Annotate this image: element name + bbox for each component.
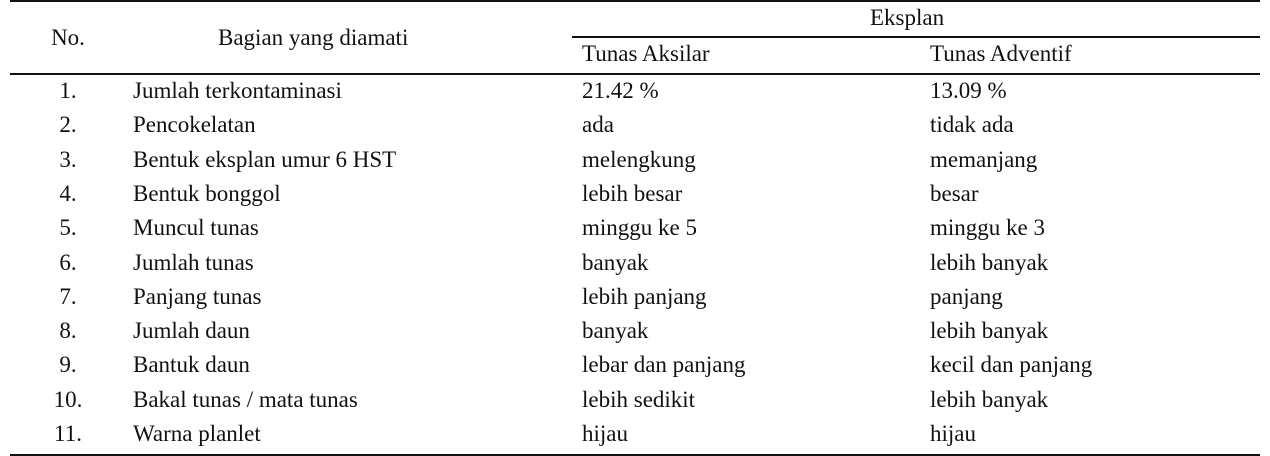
- row-axillary-value: banyak: [582, 249, 649, 275]
- header-bottom-rule: [10, 73, 1260, 75]
- row-adventive-value: lebih banyak: [930, 318, 1049, 344]
- row-part-observed: Jumlah tunas: [133, 249, 254, 275]
- row-part-observed: Bentuk bonggol: [133, 180, 281, 206]
- row-adventive-value: minggu ke 3: [930, 215, 1045, 241]
- row-axillary-value: banyak: [582, 318, 649, 344]
- row-number: 7.: [59, 283, 77, 309]
- row-adventive-value: tidak ada: [930, 112, 1014, 138]
- row-axillary-value: ada: [582, 112, 614, 138]
- header-no: No.: [51, 25, 85, 50]
- row-part-observed: Bentuk eksplan umur 6 HST: [133, 146, 397, 172]
- top-rule: [10, 0, 1260, 2]
- row-axillary-value: lebih besar: [582, 180, 683, 206]
- row-number: 1.: [59, 78, 77, 103]
- header-axillary-shoot: Tunas Aksilar: [582, 41, 710, 66]
- row-axillary-value: melengkung: [582, 146, 696, 172]
- bottom-rule: [10, 454, 1260, 456]
- row-part-observed: Pencokelatan: [133, 112, 256, 138]
- row-adventive-value: lebih banyak: [930, 386, 1049, 412]
- row-part-observed: Muncul tunas: [133, 215, 259, 241]
- row-number: 10.: [53, 386, 83, 412]
- row-axillary-value: 21.42 %: [582, 78, 659, 103]
- row-axillary-value: lebar dan panjang: [582, 352, 746, 378]
- explant-group-rule: [572, 36, 1260, 38]
- row-adventive-value: hijau: [930, 421, 976, 446]
- header-part-observed: Bagian yang diamati: [218, 25, 409, 50]
- row-part-observed: Jumlah daun: [133, 318, 250, 344]
- row-adventive-value: kecil dan panjang: [930, 352, 1093, 378]
- row-axillary-value: minggu ke 5: [582, 215, 697, 241]
- row-adventive-value: memanjang: [930, 146, 1038, 172]
- row-number: 3.: [59, 146, 77, 172]
- row-number: 4.: [59, 180, 77, 206]
- row-number: 6.: [59, 249, 77, 275]
- row-part-observed: Jumlah terkontaminasi: [133, 78, 342, 103]
- row-number: 8.: [59, 318, 77, 344]
- header-adventive-shoot: Tunas Adventif: [930, 41, 1072, 66]
- row-adventive-value: 13.09 %: [930, 78, 1007, 103]
- row-number: 11.: [54, 421, 82, 446]
- row-number: 5.: [59, 215, 77, 241]
- row-axillary-value: lebih sedikit: [582, 386, 696, 412]
- row-adventive-value: besar: [930, 180, 979, 206]
- row-number: 9.: [59, 352, 77, 378]
- header-explant: Eksplan: [870, 5, 945, 30]
- row-part-observed: Bakal tunas / mata tunas: [133, 386, 358, 412]
- row-number: 2.: [59, 112, 77, 138]
- row-axillary-value: hijau: [582, 421, 628, 446]
- row-adventive-value: panjang: [930, 283, 1003, 309]
- row-part-observed: Warna planlet: [133, 421, 261, 446]
- row-part-observed: Bantuk daun: [133, 352, 250, 378]
- row-axillary-value: lebih panjang: [582, 283, 707, 309]
- row-adventive-value: lebih banyak: [930, 249, 1049, 275]
- row-part-observed: Panjang tunas: [133, 283, 262, 309]
